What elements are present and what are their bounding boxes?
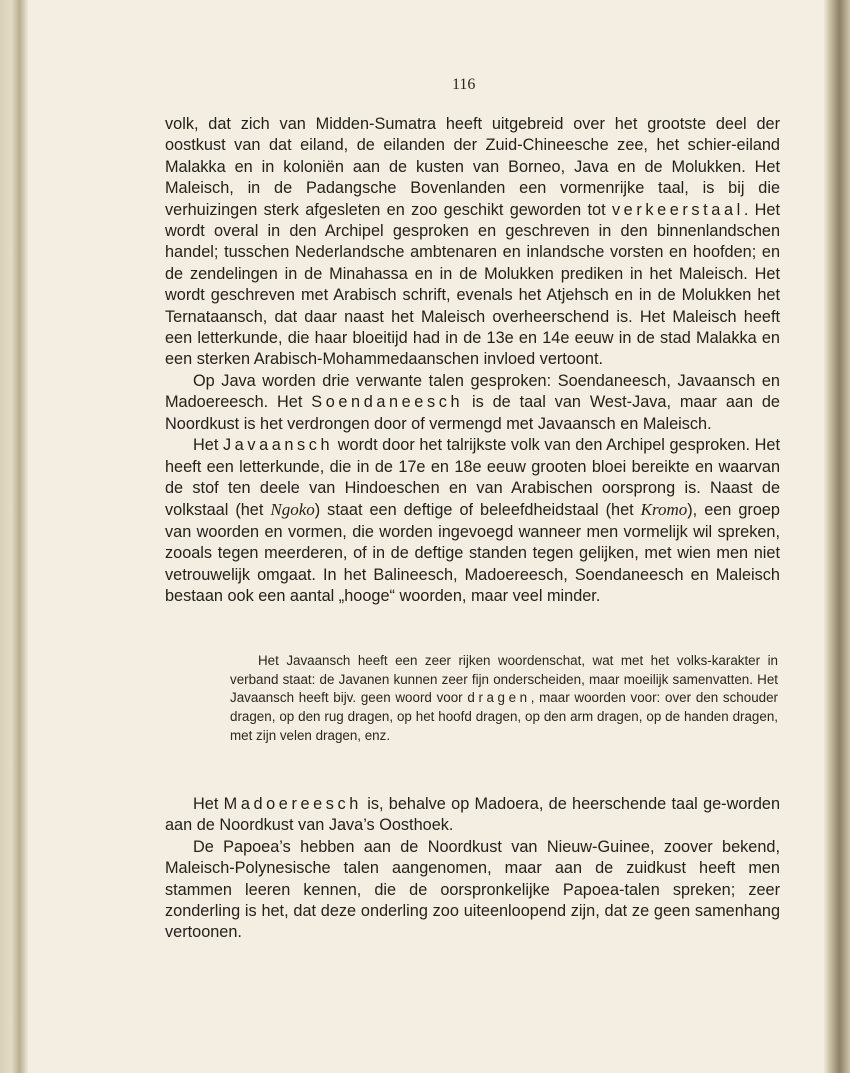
emphasis-spaced: verkeerstaal [611, 200, 744, 219]
note-paragraph: Het Javaansch heeft een zeer rijken woordenschat, wat met het volks-karakter in verband staat: de Javanen kunnen zeer fijn onderscheiden, maar moeilijk samenvatten. Het Javaansch heeft bijv. geen woord voor dragen, maar woorden voor: over den schouder dragen, op den rug dragen, op het hoofd dragen, op den arm dragen, op de handen dragen, met zijn velen dragen, enz. [230, 653, 778, 743]
paragraph-madoereesch: Het Madoereesch is, behalve op Madoera, de heerschende taal ge-worden aan de Noordkust van Java’s Oosthoek. [165, 795, 780, 835]
emphasis-spaced: Javaansch [222, 436, 334, 455]
paragraph-maleisch: volk, dat zich van Midden-Sumatra heeft uitgebreid over het grootste deel der oostkust van dat eiland, de eilanden der Zuid-Chineesche zee, het schier-eiland Malakka en in koloniën aan de kusten van Borneo, Java en de Molukken. Het Maleisch, in de Padangsche Bovenlanden een vormenrijke taal, is bij die verhuizingen sterk afgesleten en zoo geschikt geworden tot verkeerstaal. Het wordt overal in den Archipel gesproken en geschreven in den binnenlandschen handel; tusschen Nederlandsche ambtenaren en inlandsche vorsten en hoofden; en de zendelingen in de Minahassa en in de Molukken prediken in het Maleisch. Het wordt geschreven met Arabisch schrift, evenals het Atjehsch en in de Molukken het Ternataansch, dat daar naast het Maleisch overheerschend is. Het Maleisch heeft een letterkunde, die haar bloeitijd had in de 13e en 14e eeuw in de stad Malakka en een sterken Arabisch-Mohammedaanschen invloed vertoont. [165, 115, 780, 369]
italic-term: Ngoko [270, 500, 315, 520]
paragraph-java-languages: Op Java worden drie verwante talen gesproken: Soendaneesch, Javaansch en Madoereesch. Het Soendaneesch is de taal van West-Java, maar aan de Noordkust is het verdrongen door of vermengd met Javaansch en Maleisch. [165, 371, 780, 433]
book-spine-left [0, 0, 28, 1073]
emphasis-spaced: dragen [467, 690, 531, 706]
page-number: 116 [452, 76, 476, 93]
footnote-block [230, 652, 778, 746]
paragraph-papoea: De Papoea’s hebben aan de Noordkust van Nieuw-Guinee, zoover bekend, Maleisch-Polynesische talen aangenomen, maar aan de zuidkust heeft men stammen leeren kennen, die de oorspronkelijke Papoea-talen spreken; zeer zonderling is het, dat deze onderling zoo uiteenloopend zijn, dat ze geen samenhang vertoonen. [165, 837, 780, 942]
emphasis-spaced: Madoereesch [223, 795, 362, 813]
italic-term: Kromo [640, 500, 688, 520]
book-edge-right [824, 0, 850, 1073]
main-text [165, 114, 780, 607]
closing-text [165, 794, 780, 944]
paragraph-javaansch: Het Javaansch wordt door het talrijkste volk van den Archipel gesproken. Het heeft een letterkunde, die in de 17e en 18e eeuw grooten bloei bereikte en waarvan de stof ten deele van Hindoeschen en van Arabischen oorsprong is. Naast de volkstaal (het Ngoko) staat een deftige of beleefdheidstaal (het Kromo), een groep van woorden en vormen, die worden ingevoegd wanneer men vormelijk wil spreken, zooals tegen meerderen, of in de deftige standen tegen gelijken, met wien men niet vetrouwelijk omgaat. In het Balineesch, Madoereesch, Soendaneesch en Maleisch bestaan ook een aantal „hooge“ woorden, maar veel minder. [165, 436, 780, 605]
book-page [28, 0, 824, 1073]
emphasis-spaced: Soendaneesch [311, 393, 464, 412]
